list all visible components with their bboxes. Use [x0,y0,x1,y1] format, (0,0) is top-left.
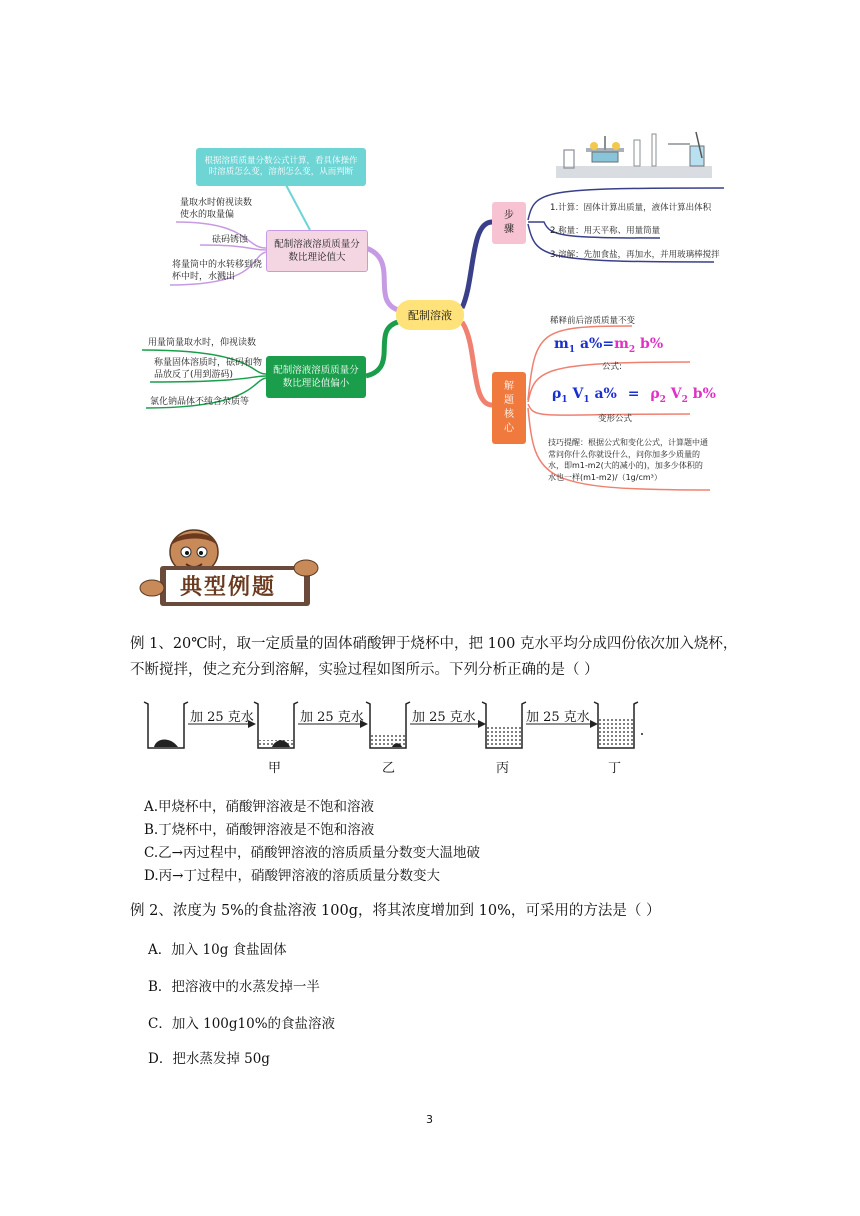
core-note-top: 稀释前后溶质质量不变 [550,316,636,326]
arrow-label-4: 加 25 克水 [526,710,590,725]
center-node [396,300,464,330]
formula-2-rho1: ρ [552,386,562,402]
left-bottom-item-3: 氯化钠晶体不纯含杂质等 [150,397,250,407]
example2-option-a: A．加入 10g 食盐固体 [148,942,287,958]
beaker-yi [254,702,298,748]
arrow-label-1: 加 25 克水 [190,710,254,725]
formula-2 [552,386,716,405]
lab-apparatus-illustration [556,128,712,180]
arrow-label-3: 加 25 克水 [412,710,476,725]
example1-line2: 不断搅拌，使之充分到溶解，实验过程如图所示。下列分析正确的是（ ） [130,662,599,678]
left-bottom-item-2: 称量固体溶质时，砝码和物品放反了(用到游码) [154,358,263,380]
formula-1 [554,336,663,355]
formula-2-rho2-sub: 2 [659,394,666,405]
formula-2-eq: = [627,386,640,402]
beaker-jia [144,702,188,748]
left-bottom-title-box [266,356,366,398]
example1-line1: 例 1、20℃时，取一定质量的固体硝酸钾于烧杯中，把 100 克水平均分成四份依次加入烧杯， [130,636,738,652]
beaker-bing-1 [366,702,410,748]
formula-1-m: m [554,336,569,352]
core-title: 解题核心 [504,381,514,434]
formula-2-b: b% [687,386,716,402]
beaker-diagram [130,690,660,760]
formula-1-m2 [614,336,664,355]
formula-1-a: a% [575,336,603,352]
core-title-box [492,372,526,444]
beaker-label-bing: 丙 [496,761,510,776]
formula-1-m1 [554,336,603,355]
formula-1-sub2: 2 [628,344,636,355]
formula-2-v1-sub: 1 [583,394,590,405]
example1-option-c: C.乙→丙过程中，硝酸钾溶液的溶质质量分数变大温地破 [144,845,480,861]
example1-option-b: B.丁烧杯中，硝酸钾溶液是不饱和溶液 [144,822,375,838]
example1-option-a: A.甲烧杯中，硝酸钾溶液是不饱和溶液 [144,799,375,815]
beaker-ding [594,702,638,748]
formula-1-b: b% [635,336,664,352]
top-note-text: 根据溶质质量分数公式计算，看具体操作时溶质怎么变，溶剂怎么变，从而判断 [204,156,358,177]
left-top-item-2: 砝码锈蚀 [212,235,249,245]
steps-item-3: 3.溶解：先加食盐，再加水，并用玻璃棒搅拌 [550,250,720,260]
beaker-bing-2 [482,702,526,748]
formula-1-label: 公式: [602,362,622,372]
example2-option-d: D．把水蒸发掉 50g [148,1051,270,1067]
core-tip: 技巧提醒：根据公式和变化公式，计算题中通常问你什么你就设什么，问你加多少质量的水，即m1-m2(大的减小的)，加多少体积的水也一样(m1-m2)/（1g/cm³） [548,438,708,482]
formula-1-eq: = [602,336,615,352]
steps-title: 步骤 [504,210,514,235]
left-top-title: 配制溶液溶质质量分数比理论值大 [274,239,360,263]
steps-item-2: 2.称量：用天平称、用量筒量 [550,226,661,236]
formula-2-a: a% [589,386,617,402]
example2-question: 例 2、浓度为 5%的食盐溶液 100g，将其浓度增加到 10%，可采用的方法是（ ） [130,903,661,919]
formula-2-label: 变形公式 [598,414,633,424]
formula-2-left [552,386,617,405]
example2-option-b: B．把溶液中的水蒸发掉一半 [148,979,320,995]
formula-1-sub1: 1 [568,344,576,355]
left-top-item-1: 量取水时俯视读数使水的取量偏 [180,198,253,220]
formula-2-rho1-sub: 1 [561,394,568,405]
beaker-label-yi: 乙 [382,761,396,776]
beaker-label-jia: 甲 [268,761,282,776]
left-top-item-3: 将量筒中的水转移到烧杯中时，水溅出 [172,260,263,282]
formula-2-v2: V [665,386,682,402]
formula-2-v1: V [567,386,584,402]
center-node-label: 配制溶液 [408,309,452,322]
left-bottom-title: 配制溶液溶质质量分数比理论值偏小 [273,365,359,389]
formula-2-v2-sub: 2 [681,394,688,405]
beaker-label-ding: 丁 [608,761,622,776]
steps-title-box [492,202,526,244]
example1-option-d: D.丙→丁过程中，硝酸钾溶液的溶质质量分数变大 [144,868,440,884]
example2-option-c: C．加入 100g10%的食盐溶液 [148,1016,336,1032]
left-top-title-box [266,230,368,272]
formula-2-right [650,386,716,405]
formula-1-m-right: m [614,336,629,352]
banner-text: 典型例题 [180,574,277,600]
steps-item-1: 1.计算：固体计算出质量，液体计算出体积 [550,203,712,213]
left-bottom-item-1: 用量筒量取水时，仰视读数 [148,338,257,348]
top-note-box [196,148,366,186]
arrow-label-2: 加 25 克水 [300,710,364,725]
formula-2-rho2: ρ [650,386,660,402]
page-number: 3 [426,1113,433,1126]
mindmap-connectors [0,0,860,500]
